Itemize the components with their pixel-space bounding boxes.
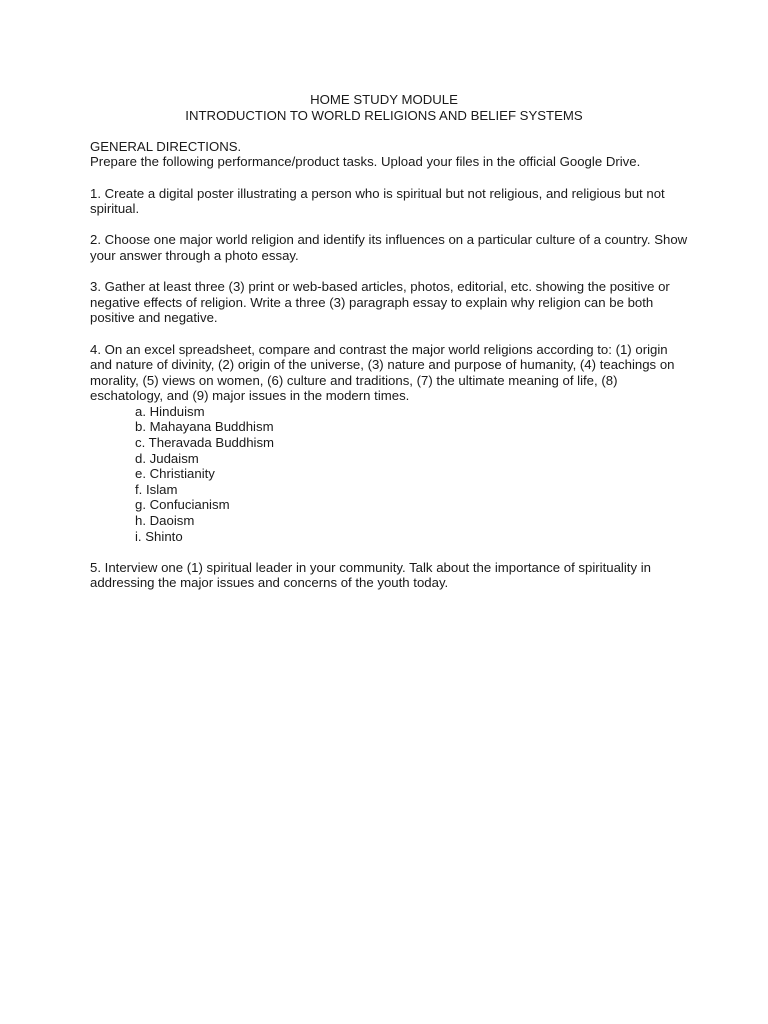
list-item: f. Islam — [135, 481, 178, 497]
task-text: 1. Create a digital poster illustrating a person who is spiritual but not religious, and religious but not spiritual. — [90, 185, 665, 217]
list-item: g. Confucianism — [135, 497, 230, 513]
general-directions — [90, 139, 690, 170]
task-text: 4. On an excel spreadsheet, compare and contrast the major world religions according to: (1) origin and nature of divinity, (2) origin of the universe, (3) nature and purpose of humanity, (4) teachings on morality, (5) views on women, (6) culture and traditions, (7) the ultimate meaning of life, (8) eschatology, and (9) major issues in the modern times. — [90, 341, 675, 404]
list-item: a. Hinduism — [135, 403, 205, 419]
directions-heading: GENERAL DIRECTIONS. — [90, 138, 242, 154]
religion-list — [90, 404, 690, 544]
task-5 — [90, 560, 690, 591]
list-item: b. Mahayana Buddhism — [135, 419, 274, 435]
list-item: i. Shinto — [135, 528, 183, 544]
title-line-course: INTRODUCTION TO WORLD RELIGIONS AND BELIEF SYSTEMS — [185, 107, 583, 123]
list-item: c. Theravada Buddhism — [135, 435, 275, 451]
task-text: 3. Gather at least three (3) print or web-based articles, photos, editorial, etc. showing the positive or negative effects of religion. Write a three (3) paragraph essay to explain why religion can be both positive and negative. — [90, 279, 670, 326]
task-4 — [90, 342, 690, 545]
list-item: e. Christianity — [135, 466, 215, 482]
list-item: d. Judaism — [135, 450, 199, 466]
task-2 — [90, 232, 690, 263]
list-item: h. Daoism — [135, 513, 195, 529]
task-text: 2. Choose one major world religion and identify its influences on a particular culture of a country. Show your answer through a photo essay. — [90, 232, 688, 263]
task-text: 5. Interview one (1) spiritual leader in your community. Talk about the importance of spirituality in addressing the major issues and concerns of the youth today. — [90, 559, 651, 591]
task-3 — [90, 279, 690, 326]
document-title — [90, 92, 678, 123]
directions-text: Prepare the following performance/product tasks. Upload your files in the official Google Drive. — [90, 154, 641, 170]
title-line-module: HOME STUDY MODULE — [310, 92, 458, 107]
task-1 — [90, 186, 690, 217]
document-page — [90, 92, 690, 591]
